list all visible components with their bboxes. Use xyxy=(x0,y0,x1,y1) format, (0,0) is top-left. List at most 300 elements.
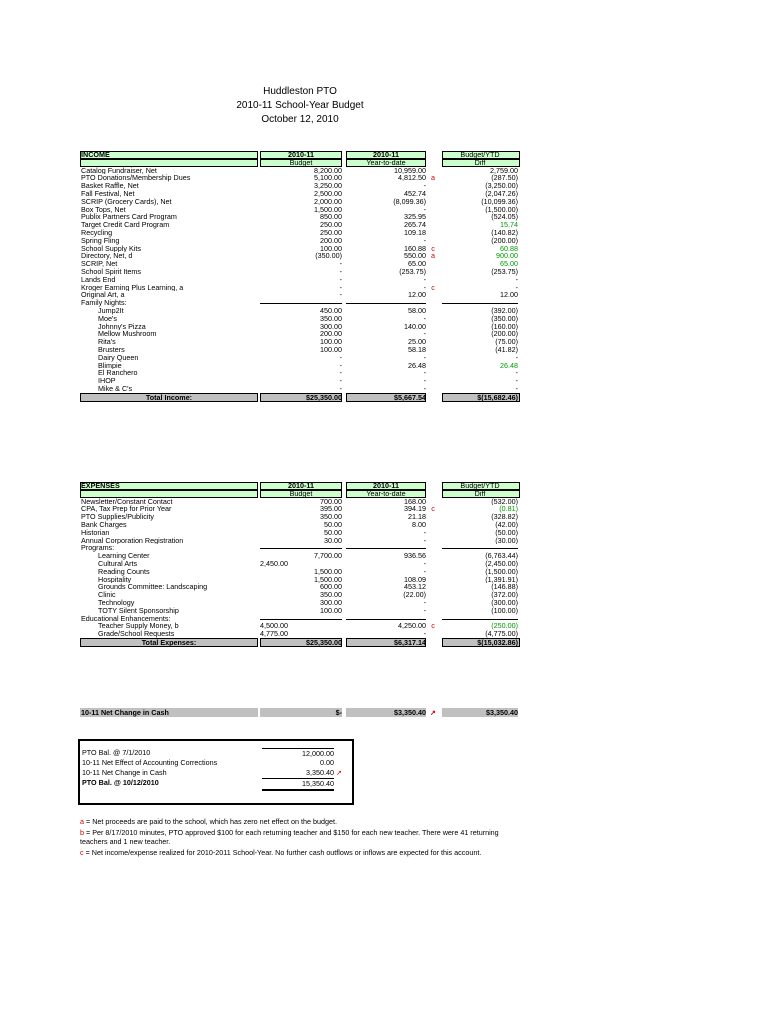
ytd-value: - xyxy=(423,353,426,362)
table-row xyxy=(80,213,520,221)
footnote-flag: c xyxy=(431,505,435,514)
budget-value: - xyxy=(339,267,342,276)
footnote-key: c xyxy=(80,848,84,857)
footnote-flag xyxy=(428,498,438,506)
table-row xyxy=(80,583,520,591)
ytd-value: - xyxy=(423,630,426,638)
footnote-flag: a xyxy=(431,252,435,261)
total-label: Total Expenses: xyxy=(141,637,197,647)
diff-value: 2,759.00 xyxy=(490,166,518,175)
row-label: El Ranchero xyxy=(98,369,138,378)
budget-value: 50.00 xyxy=(324,520,342,529)
footnote-flag xyxy=(428,607,438,615)
balance-row xyxy=(82,768,348,778)
budget-value: 50.00 xyxy=(324,528,342,537)
diff-value: (200.00) xyxy=(491,236,518,245)
ytd-value: 394.19 xyxy=(404,505,426,514)
ytd-value: 8.00 xyxy=(412,520,426,529)
footnote-flag xyxy=(428,354,438,362)
row-label: Publix Partners Card Program xyxy=(81,213,177,222)
diff-value: (50.00) xyxy=(495,528,518,537)
budget-value: 2,000.00 xyxy=(314,197,342,206)
footnote-flag xyxy=(428,206,438,214)
budget-value: - xyxy=(339,275,342,284)
footnote-flag xyxy=(428,268,438,276)
balance-label: PTO Bal. @ 10/12/2010 xyxy=(82,778,159,787)
ytd-value: 325.95 xyxy=(404,213,426,222)
table-row xyxy=(80,284,520,292)
diff-value: - xyxy=(515,369,518,378)
footnote-flag xyxy=(428,568,438,576)
row-label: Box Tops, Net xyxy=(81,205,126,214)
diff-value: (350.00) xyxy=(491,314,518,323)
footnote-key: b xyxy=(80,828,84,837)
col-ytd-header: Year-to-date xyxy=(366,489,406,498)
row-label: Teacher Supply Money, b xyxy=(98,622,179,631)
row-label: Rita's xyxy=(98,338,116,346)
row-label: Basket Raffle, Net xyxy=(81,182,139,190)
row-label: Kroger Earning Plus Learning, a xyxy=(81,283,184,292)
ytd-value: 26.48 xyxy=(408,361,426,370)
ytd-value: 168.00 xyxy=(404,497,426,506)
table-row xyxy=(80,607,520,615)
ytd-value: (8,099.36) xyxy=(393,197,426,206)
budget-value: 300.00 xyxy=(320,322,342,331)
budget-value: 250.00 xyxy=(320,221,342,229)
total-diff: $(15,682.46) xyxy=(477,392,518,402)
row-label: Brusters xyxy=(98,345,125,354)
table-row xyxy=(80,529,520,537)
ytd-value: - xyxy=(423,528,426,537)
footnote-flag xyxy=(428,315,438,323)
total-budget: $25,350.00 xyxy=(306,392,342,402)
ytd-value: - xyxy=(423,182,426,190)
budget-value: 8,200.00 xyxy=(314,166,342,175)
balance-label: 10-11 Net Change in Cash xyxy=(82,768,167,777)
budget-value: (350.00) xyxy=(315,252,342,261)
budget-value: 450.00 xyxy=(320,306,342,315)
budget-value: - xyxy=(339,369,342,378)
row-label: Grade/School Requests xyxy=(98,630,175,638)
col-ytd-header: 2010-11 xyxy=(373,482,399,490)
footnote-flag xyxy=(428,521,438,529)
budget-value: 100.00 xyxy=(320,606,342,615)
row-label: Programs: xyxy=(81,544,115,553)
table-row xyxy=(80,252,520,260)
section-header-row xyxy=(80,159,520,167)
footnote xyxy=(80,817,520,826)
footnote-flag xyxy=(428,362,438,370)
row-label: Mellow Mushroom xyxy=(98,330,157,339)
diff-value: 26.48 xyxy=(500,361,518,370)
ytd-value: - xyxy=(423,275,426,284)
col-budget-header: 2010-11 xyxy=(288,151,314,159)
table-row xyxy=(80,537,520,545)
diff-value: (372.00) xyxy=(491,591,518,599)
footnote-flag xyxy=(428,167,438,175)
balance-row xyxy=(82,748,348,758)
arrow-up-icon: ↗ xyxy=(429,708,437,717)
separator-line xyxy=(442,299,518,304)
footnote-flag xyxy=(428,537,438,545)
row-label: CPA, Tax Prep for Prior Year xyxy=(81,505,172,514)
col-budget-header: Budget xyxy=(289,489,313,498)
footnote-flag xyxy=(428,323,438,331)
footnote-flag xyxy=(428,229,438,237)
footnote-flag xyxy=(428,182,438,190)
table-row xyxy=(80,291,520,299)
total-row xyxy=(80,638,520,647)
budget-value: 7,700.00 xyxy=(314,552,342,560)
row-label: SCRIP, Net xyxy=(81,260,118,268)
ytd-value: 265.74 xyxy=(404,221,426,229)
diff-value: - xyxy=(515,275,518,284)
table-row xyxy=(80,330,520,338)
diff-value: (1,500.00) xyxy=(485,205,518,214)
footnote-flag xyxy=(428,307,438,315)
row-label: Original Art, a xyxy=(81,291,125,300)
budget-value: - xyxy=(339,384,342,393)
section-label: EXPENSES xyxy=(81,482,120,490)
table-row xyxy=(80,260,520,268)
ytd-value: 25.00 xyxy=(408,338,426,346)
row-label: Learning Center xyxy=(98,552,150,560)
footnote-flag xyxy=(428,369,438,377)
row-label: IHOP xyxy=(98,377,116,385)
table-row xyxy=(80,276,520,284)
diff-value: (10,099.36) xyxy=(481,197,518,206)
diff-value: 12.00 xyxy=(500,291,518,300)
footnote-flag xyxy=(428,583,438,591)
row-label: Hospitality xyxy=(98,575,132,584)
row-label: Lands End xyxy=(81,275,116,284)
col-diff-header: Diff xyxy=(474,489,486,498)
footnote-flag xyxy=(428,552,438,560)
col-ytd-header: 2010-11 xyxy=(373,151,399,159)
budget-title: 2010-11 School-Year Budget xyxy=(236,100,364,111)
footnote-flag xyxy=(428,190,438,198)
ytd-value: - xyxy=(423,283,426,292)
budget-value: 3,250.00 xyxy=(314,182,342,190)
row-label: Technology xyxy=(98,598,135,607)
total-diff: $(15,032.86) xyxy=(477,637,518,647)
budget-value: - xyxy=(339,377,342,385)
footnote-flag xyxy=(428,338,438,346)
budget-value: 200.00 xyxy=(320,236,342,245)
footnote-flag: c xyxy=(431,244,435,253)
total-budget: $25,350.00 xyxy=(306,637,342,647)
table-row xyxy=(80,323,520,331)
separator-line xyxy=(260,299,342,304)
diff-value: (0.81) xyxy=(499,505,518,514)
row-label: School Spirit Items xyxy=(81,267,141,276)
footnote-flag: c xyxy=(431,283,435,292)
diff-value: (287.50) xyxy=(491,174,518,183)
footnote-flag xyxy=(428,385,438,393)
col-diff-header: Diff xyxy=(474,158,486,167)
row-label: Directory, Net, d xyxy=(81,252,133,261)
table-row xyxy=(80,599,520,607)
footnote xyxy=(80,828,520,846)
footnote-flag xyxy=(428,599,438,607)
row-label: Clinic xyxy=(98,591,116,599)
row-label: PTO Supplies/Publicity xyxy=(81,513,154,521)
footnote-flag xyxy=(428,576,438,584)
table-row xyxy=(80,198,520,206)
ytd-value: - xyxy=(423,314,426,323)
ytd-value: - xyxy=(423,377,426,385)
footnote-flag xyxy=(428,276,438,284)
footnotes xyxy=(80,817,520,859)
ytd-value: - xyxy=(423,536,426,545)
row-label: Bank Charges xyxy=(81,520,127,529)
net-change-budget: $- xyxy=(260,708,342,717)
footnote-flag xyxy=(428,299,438,307)
diff-value: (6,763.44) xyxy=(485,552,518,560)
separator-line xyxy=(442,615,518,620)
net-change-ytd: $3,350.40 xyxy=(346,708,426,717)
budget-value: 200.00 xyxy=(320,330,342,339)
table-row xyxy=(80,307,520,315)
col-budget-header: 2010-11 xyxy=(288,482,314,490)
total-ytd: $6,317.14 xyxy=(394,637,426,647)
budget-value: 350.00 xyxy=(320,513,342,521)
table-row xyxy=(80,622,520,630)
table-row xyxy=(80,568,520,576)
footnote-flag xyxy=(428,237,438,245)
budget-value: - xyxy=(339,283,342,292)
table-row xyxy=(80,576,520,584)
diff-value: - xyxy=(515,353,518,362)
balance-label: PTO Bal. @ 7/1/2010 xyxy=(82,748,151,757)
header-cell xyxy=(80,159,258,167)
expenses-table xyxy=(80,482,520,647)
table-row xyxy=(80,229,520,237)
diff-value: (3,250.00) xyxy=(485,182,518,190)
ytd-value: - xyxy=(423,205,426,214)
diff-value: (524.05) xyxy=(491,213,518,222)
row-label: TOTY Silent Sponsorship xyxy=(98,606,179,615)
row-label: Family Nights: xyxy=(81,299,127,307)
row-label: Jump2It xyxy=(98,306,124,315)
footnote-flag xyxy=(428,198,438,206)
balance-label: 10-11 Net Effect of Accounting Corrections xyxy=(82,758,218,767)
balance-value: 3,350.40 xyxy=(306,768,334,777)
row-label: PTO Donations/Membership Dues xyxy=(81,174,191,183)
row-label: Johnny's Pizza xyxy=(98,322,146,331)
table-row xyxy=(80,369,520,377)
diff-value: (75.00) xyxy=(495,338,518,346)
diff-value: (41.82) xyxy=(495,345,518,354)
footnote-text: = Net income/expense realized for 2010-2011 School-Year. No further cash outflows or inflows are expected for this account. xyxy=(83,848,482,857)
footnote-flag xyxy=(428,560,438,568)
diff-value: (532.00) xyxy=(491,497,518,506)
table-row xyxy=(80,377,520,385)
footnote-flag xyxy=(428,260,438,268)
budget-value: 1,500.00 xyxy=(314,575,342,584)
table-row xyxy=(80,552,520,560)
budget-value: - xyxy=(339,353,342,362)
table-row xyxy=(80,206,520,214)
budget-value: 395.00 xyxy=(320,505,342,514)
net-change-row xyxy=(80,708,520,717)
table-row xyxy=(80,346,520,354)
diff-value: (200.00) xyxy=(491,330,518,339)
ytd-value: 21.18 xyxy=(408,513,426,521)
row-label: Newsletter/Constant Contact xyxy=(81,497,173,506)
col-ytd-header: Year-to-date xyxy=(366,158,406,167)
balance-summary-box xyxy=(78,739,354,805)
footnote-flag: a xyxy=(431,174,435,183)
row-label: Moe's xyxy=(98,314,117,323)
balance-value: 15,350.40 xyxy=(262,778,334,791)
footnote-key: a xyxy=(80,817,84,826)
row-label: Spring Fling xyxy=(81,236,120,245)
ytd-value: - xyxy=(423,567,426,576)
footnote-flag xyxy=(428,544,438,552)
table-row xyxy=(80,498,520,506)
budget-value: 350.00 xyxy=(320,591,342,599)
budget-value: 700.00 xyxy=(320,497,342,506)
row-label: School Supply Kits xyxy=(81,244,141,253)
row-label: Annual Corporation Registration xyxy=(81,536,184,545)
table-row xyxy=(80,385,520,393)
budget-value: 850.00 xyxy=(320,213,342,222)
org-name: Huddleston PTO xyxy=(263,86,337,97)
col-diff-header: Budget/YTD xyxy=(460,151,500,159)
separator-line xyxy=(346,544,426,549)
ytd-value: - xyxy=(423,606,426,615)
section-header-row xyxy=(80,482,520,490)
ytd-value: 58.18 xyxy=(408,345,426,354)
footnote-flag xyxy=(428,630,438,638)
budget-value: 350.00 xyxy=(320,314,342,323)
table-row xyxy=(80,362,520,370)
ytd-value: - xyxy=(423,236,426,245)
table-row xyxy=(80,591,520,599)
footnote xyxy=(80,848,520,857)
diff-value: 15.74 xyxy=(500,221,518,229)
budget-value: 300.00 xyxy=(320,598,342,607)
footnote-flag xyxy=(428,213,438,221)
budget-value: 5,100.00 xyxy=(314,174,342,183)
balance-row xyxy=(82,778,348,788)
row-label: Target Credit Card Program xyxy=(81,221,170,229)
separator-line xyxy=(346,299,426,304)
budget-value: 2,500.00 xyxy=(314,189,342,198)
diff-value: (100.00) xyxy=(491,606,518,615)
diff-value: (42.00) xyxy=(495,520,518,529)
ytd-value: 453.12 xyxy=(404,583,426,592)
balance-value: 0.00 xyxy=(320,758,334,767)
table-row xyxy=(80,237,520,245)
section-header-row xyxy=(80,151,520,159)
row-label: Blimpie xyxy=(98,361,122,370)
budget-value: - xyxy=(339,260,342,268)
footnote-text: = Per 8/17/2010 minutes, PTO approved $100 for each returning teacher and $150 for each new teacher. There were 41 returning teachers and 1 new teacher. xyxy=(80,828,499,846)
budget-date: October 12, 2010 xyxy=(261,114,339,125)
footnote-text: = Net proceeds are paid to the school, which has zero net effect on the budget. xyxy=(84,817,337,826)
table-row xyxy=(80,521,520,529)
balance-value: 12,000.00 xyxy=(262,748,334,759)
col-diff-header: Budget/YTD xyxy=(460,482,500,490)
diff-value: (328.82) xyxy=(491,513,518,521)
footnote-flag xyxy=(428,615,438,623)
ytd-value: - xyxy=(423,369,426,378)
ytd-value: 10,959.00 xyxy=(394,166,426,175)
diff-value: (30.00) xyxy=(495,536,518,545)
separator-line xyxy=(442,544,518,549)
diff-value: (253.75) xyxy=(491,267,518,276)
income-table xyxy=(80,151,520,402)
separator-line xyxy=(346,615,426,620)
footnote-flag xyxy=(428,377,438,385)
ytd-value: 140.00 xyxy=(404,322,426,331)
row-label: Dairy Queen xyxy=(98,353,139,362)
table-row xyxy=(80,513,520,521)
table-row xyxy=(80,630,520,638)
budget-value: 100.00 xyxy=(320,345,342,354)
diff-value: (2,047.26) xyxy=(485,189,518,198)
budget-value: 1,500.00 xyxy=(314,567,342,576)
budget-value: 600.00 xyxy=(320,583,342,592)
diff-value: (392.00) xyxy=(491,306,518,315)
table-row xyxy=(80,174,520,182)
budget-value: 30.00 xyxy=(324,536,342,545)
ytd-value: 58.00 xyxy=(408,306,426,315)
ytd-value: 550.00 xyxy=(404,252,426,261)
row-label: Cultural Arts xyxy=(98,559,138,568)
header-cell xyxy=(80,490,258,498)
diff-value: (4,775.00) xyxy=(485,630,518,638)
table-row xyxy=(80,167,520,175)
diff-value: (300.00) xyxy=(491,598,518,607)
net-change-diff: $3,350.40 xyxy=(442,708,518,717)
table-row xyxy=(80,315,520,323)
table-row xyxy=(80,299,520,307)
diff-value: 60.88 xyxy=(500,244,518,253)
separator-line xyxy=(260,544,342,549)
ytd-value: 4,812.50 xyxy=(398,174,426,183)
table-row xyxy=(80,221,520,229)
budget-value: 1,500.00 xyxy=(314,205,342,214)
footnote-flag xyxy=(428,291,438,299)
section-header-row xyxy=(80,490,520,498)
ytd-value: 936.56 xyxy=(404,552,426,560)
diff-value: (146.88) xyxy=(491,583,518,592)
diff-value: (160.00) xyxy=(491,322,518,331)
ytd-value: - xyxy=(423,384,426,393)
diff-value: (140.82) xyxy=(491,228,518,237)
ytd-value: - xyxy=(423,559,426,568)
ytd-value: 109.18 xyxy=(404,228,426,237)
budget-value: - xyxy=(339,361,342,370)
budget-value: 100.00 xyxy=(320,244,342,253)
budget-value: 4,500.00 xyxy=(260,622,288,631)
row-label: Mike & C's xyxy=(98,384,133,393)
ytd-value: 160.88 xyxy=(404,244,426,253)
table-row xyxy=(80,268,520,276)
table-row xyxy=(80,505,520,513)
row-label: SCRIP (Grocery Cards), Net xyxy=(81,197,172,206)
row-label: Educational Enhancements: xyxy=(81,614,171,623)
footnote-flag xyxy=(428,591,438,599)
budget-value: 4,775.00 xyxy=(260,630,288,638)
diff-value: - xyxy=(515,384,518,393)
table-row xyxy=(80,190,520,198)
footnote-flag xyxy=(428,513,438,521)
table-row xyxy=(80,338,520,346)
